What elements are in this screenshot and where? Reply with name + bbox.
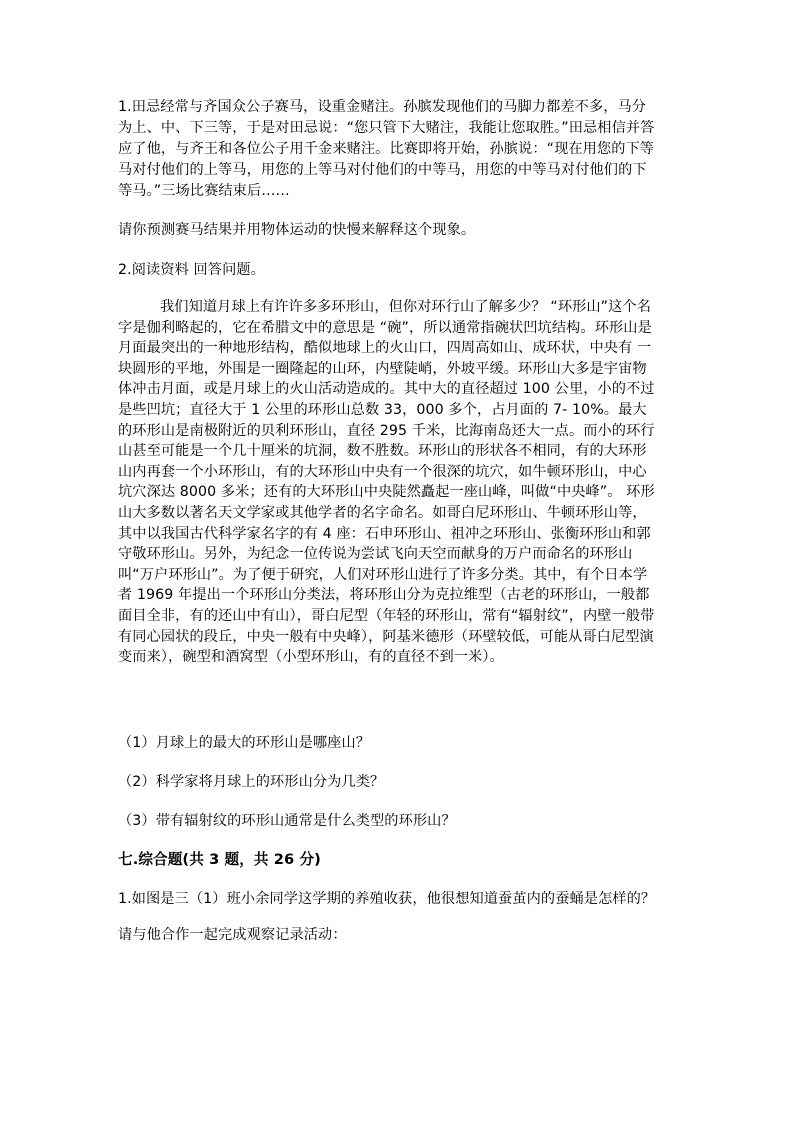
reading-passage: 我们知道月球上有许许多多环形山，但你对环行山了解多少？ “环形山”这个名字是伽利略起的，它在希腊文中的意思是 “碗”，所以通常指碗状凹坑结构。环形山是月面最突出的一种地形结构，酷似地球上的火山口，四周高如山、成环状，中央有 一块圆形的平地，外围是一圈隆起的山环，内壁陡峭，外坡平缓。环形山大多是宇宙物体冲击月面，或是月球上的火山活动造成的。其中大的直径超过 100 公里，小的不过是些凹坑；直径大于 1 公里的环形山总数 33，000 多个，占月面的 7- 10%。最大的环形山是南极附近的贝利环形山，直径 295 千米，比海南岛还大一点。而小的环行山甚至可能是一个几十厘米的坑洞，数不胜数。环形山的形状各不相同，有的大环形山内再套一个小环形山，有的大环形山中央有一个很深的坑穴，如牛顿环形山，中心坑穴深达 8000 多米；还有的大环形山中央陡然矗起一座山峰，叫做“中央峰”。 环形山大多数以著名天文学家或其他学者的名字命名。如哥白尼环形山、牛顿环形山等，其中以我国古代科学家名字的有 4 座：石申环形山、祖冲之环形山、张衡环形山和郭守敬环形山。另外，为纪念一位传说为尝试飞向天空而献身的万户而命名的环形山叫“万户环形山”。为了便于研究，人们对环形山进行了许多分类。其中，有个日本学者 1969 年提出一个环形山分类法，将环形山分为克拉维型（古老的环形山，一般都面目全非，有的还山中有山），哥白尼型（年轻的环形山，常有“辐射纹”，内壁一般带有同心园状的段丘，中央一般有中央峰），阿基米德形（环壁较低，可能从哥白尼型演变而来），碗型和酒窝型（小型环形山，有的直径不到一米）。	[118, 299, 655, 666]
sub-question-3: （3）带有辐射纹的环形山通常是什么类型的环形山？	[118, 813, 456, 829]
question-1-task: 请你预测赛马结果并用物体运动的快慢来解释这个现象。	[118, 222, 476, 238]
question-2-title: 2.阅读资料 回答问题。	[118, 262, 265, 278]
sub-question-1: （1）月球上的最大的环形山是哪座山？	[118, 735, 371, 751]
section-7-question-1: 1.如图是三（1）班小余同学这学期的养殖收获，他很想知道蚕茧内的蚕蛹是怎样的？请与他合作一起完成观察记录活动：	[118, 891, 656, 943]
sub-question-2: （2）科学家将月球上的环形山分为几类？	[118, 774, 385, 790]
section-7-heading: 七.综合题(共 3 题，共 26 分)	[118, 851, 321, 868]
question-1-text: 1.田忌经常与齐国众公子赛马，设重金赌注。孙膑发现他们的马脚力都差不多，马分为上、中、下三等，于是对田忌说：“您只管下大赌注，我能让您取胜。”田忌相信并答应了他，与齐王和各位公子用千金来赌注。比赛即将开始，孙膑说：“现在用您的下等马对付他们的上等马，用您的上等马对付他们的中等马，用您的中等马对付他们的下等马。”三场比赛结束后……	[118, 99, 655, 199]
